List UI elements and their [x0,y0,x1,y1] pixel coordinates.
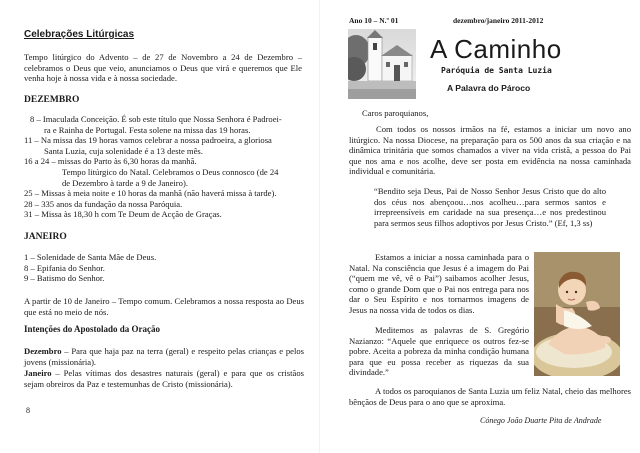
baby-jesus-image [534,252,620,376]
december-list [24,114,309,220]
list-item: 28 – 335 anos da fundação da nossa Paróquia. [24,198,183,209]
list-item: 31 – Missa às 18,30 h com Te Deum de Acção de Graças. [24,209,222,220]
list-item: Santa Luzia, cuja solenidade é a 13 deste mês. [44,145,203,156]
parish-subtitle: Paróquia de Santa Luzia [441,66,552,75]
prayer-december-text: – Para que haja paz na terra (geral) e respeito pelas crianças e pelos jovens (missionária). [24,346,304,367]
issue-number: Ano 10 – N.º 01 [349,16,399,25]
prayer-heading: Intenções do Apostolado da Oração [24,324,161,334]
newsletter-title: A Caminho [430,34,562,64]
prayer-january-label: Janeiro [24,368,52,378]
issue-date: dezembro/janeiro 2011-2012 [453,16,544,25]
list-item: 1 – Solenidade de Santa Mãe de Deus. [24,252,157,262]
list-item: 8 – Imaculada Conceição. É sob este título que Nossa Senhora é Padroei- [30,114,282,124]
paragraph-1: Com todos os nossos irmãos na fé, estamos a iniciar um novo ano litúrgico. Na nossa Diocese, na preparação para os 500 anos da sua criação e na dinâmica trinitária que somos chamados a viver na vida cristã, a pessoa do Pai que nos ama e nos acolhe, deve ser posta em evidência na nossa caminhada individual e comunitária. [349,124,631,177]
paragraph-2: Estamos a iniciar a nossa caminhada para o Natal. Na consciência que Jesus é a imagem do Pai (“quem me vê, vê o Pai”) saibamos acolher Jesus, como o grande Dom que o Pai nos entrega para nos dar o Seu Espírito e nos tornarmos imagens de Jesus na nossa vida de todos os dias. [349,252,529,315]
prayer-january-text: – Pelas vítimas dos desastres naturais (geral) e para que os cristãos sejam obreiros da Paz e testemunhas de Cristo (missionária). [24,368,304,389]
section-title: A Palavra do Pároco [447,83,531,93]
ordinary-time-note: A partir de 10 de Janeiro – Tempo comum. Celebramos a nossa resposta ao Deus que está no meio de nós. [24,296,304,317]
paragraph-3: Meditemos as palavras de S. Gregório Nazianzo: “Aquele que enriquece os outros fez-se pobre. Aceita a pobreza da minha condição humana para que eu possa receber as riquezas da sua divindade.” [349,325,529,378]
left-page [0,0,318,453]
prayer-december [24,346,304,367]
list-item: Tempo litúrgico do Natal. Celebramos o Deus connosco (de 24 [62,166,279,177]
list-item: ra e Rainha de Portugal. Festa solene na missa das 19 horas. [44,124,251,135]
january-heading: JANEIRO [24,232,67,242]
prayer-january [24,368,304,389]
prayer-december-label: Dezembro [24,346,62,356]
church-photo [348,29,416,99]
scripture-quote: “Bendito seja Deus, Pai de Nosso Senhor Jesus Cristo que do alto dos céus nos abençoou…nos acolheu…para sermos santos e irrepreensíveis em caridade na sua presença…e nos predestinou para sermos seus filhos adoptivos por Jesus Cristo.” (Ef, 1,3 ss) [374,186,606,228]
signature: Cónego João Duarte Pita de Andrade [480,416,602,425]
list-item: 8 – Epifania do Senhor. [24,262,105,273]
list-item: 25 – Missas à meia noite e 10 horas da manhã (não haverá missa à tarde). [24,188,277,199]
page-number: 8 [26,406,30,415]
list-item: 16 a 24 – missas do Parto às 6,30 horas da manhã. [24,156,197,167]
january-list [24,252,156,284]
paragraph-4: A todos os paroquianos de Santa Luzia um feliz Natal, cheio das melhores bênçãos de Deus para o ano que se aproxima. [349,386,631,407]
right-page [320,0,640,453]
list-item: 11 – Na missa das 19 horas vamos celebrar a nossa padroeira, a gloriosa [24,135,272,146]
liturgical-heading: Celebrações Litúrgicas [24,29,135,40]
december-heading: DEZEMBRO [24,95,80,105]
list-item: de Dezembro à tarde a 9 de Janeiro). [62,177,188,188]
list-item: 9 – Batismo do Senhor. [24,273,105,284]
advent-intro: Tempo litúrgico do Advento – de 27 de Novembro a 24 de Dezembro – celebramos o Deus que veio, anunciamos o Deus que virá e queremos que Ele venha hoje à nossa vida e à nossa sociedade. [24,52,302,84]
greeting: Caros paroquianos, [362,108,429,118]
